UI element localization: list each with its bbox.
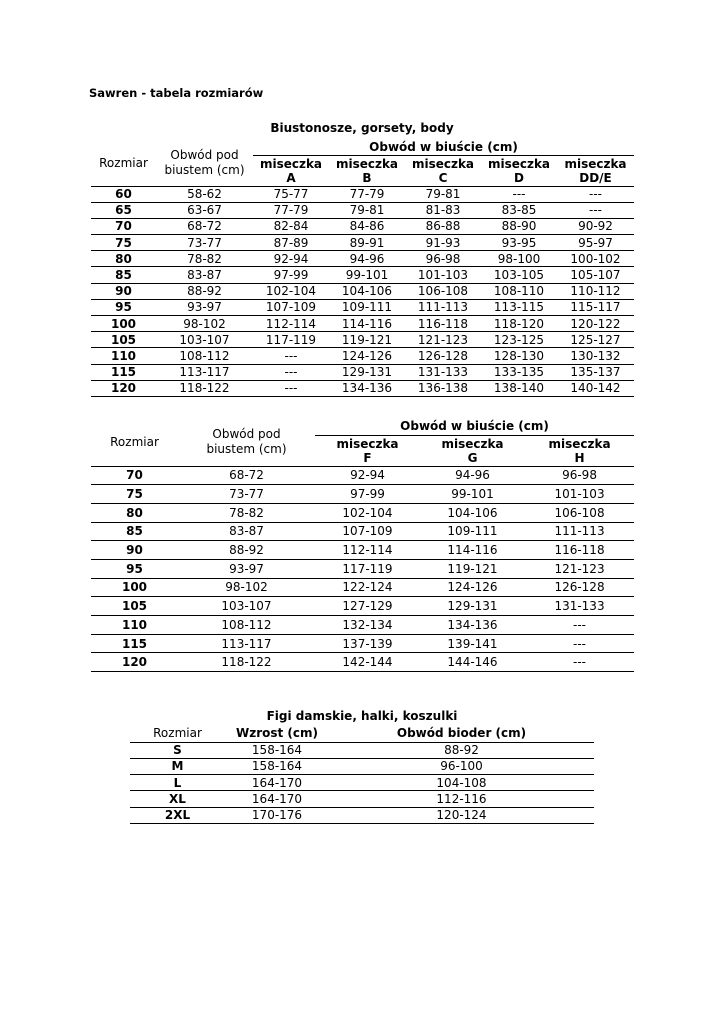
size-cell: 100 [91, 316, 156, 332]
value-cell: 79-81 [329, 202, 405, 218]
value-cell: 98-100 [481, 251, 557, 267]
cup-header: miseczka D [487, 156, 551, 185]
value-cell: 158-164 [225, 742, 329, 758]
cup-header: miseczka C [411, 156, 475, 185]
value-cell: 170-176 [225, 807, 329, 823]
value-cell: 120-122 [557, 316, 634, 332]
value-cell: 108-112 [178, 616, 315, 635]
underbust-header: Obwód pod biustem (cm) [164, 147, 245, 177]
table-row [91, 634, 634, 653]
value-cell: --- [525, 653, 634, 672]
value-cell: 108-110 [481, 283, 557, 299]
value-cell: 88-90 [481, 218, 557, 234]
table-row [91, 578, 634, 597]
value-cell: 114-116 [329, 316, 405, 332]
value-cell: 124-126 [420, 578, 525, 597]
size-cell: M [130, 758, 225, 774]
value-cell: 109-111 [420, 522, 525, 541]
table-row [91, 316, 634, 332]
size-cell: 75 [91, 485, 178, 504]
table-row [91, 332, 634, 348]
value-cell: 113-117 [156, 364, 253, 380]
value-cell: 113-117 [178, 634, 315, 653]
value-cell: 83-85 [481, 202, 557, 218]
value-cell: 81-83 [405, 202, 481, 218]
value-cell: 112-114 [253, 316, 329, 332]
value-cell: 138-140 [481, 380, 557, 396]
size-cell: S [130, 742, 225, 758]
value-cell: 103-107 [156, 332, 253, 348]
value-cell: 111-113 [405, 299, 481, 315]
bust-group-header: Obwód w biuście (cm) [253, 140, 634, 155]
value-cell: 121-123 [525, 559, 634, 578]
table-row [91, 380, 634, 396]
value-cell: 134-136 [329, 380, 405, 396]
value-cell: 97-99 [253, 267, 329, 283]
value-cell: 89-91 [329, 235, 405, 251]
value-cell: 101-103 [525, 485, 634, 504]
table-row [91, 235, 634, 251]
value-cell: 101-103 [405, 267, 481, 283]
value-cell: 109-111 [329, 299, 405, 315]
value-cell: 102-104 [253, 283, 329, 299]
size-cell: 85 [91, 522, 178, 541]
table-row [130, 791, 594, 807]
bra-size-table-large-cups [91, 418, 634, 672]
value-cell: 92-94 [253, 251, 329, 267]
value-cell: 86-88 [405, 218, 481, 234]
value-cell: 117-119 [315, 559, 420, 578]
size-cell: 80 [91, 503, 178, 522]
value-cell: 112-116 [329, 791, 594, 807]
value-cell: 96-98 [525, 466, 634, 485]
value-cell: --- [557, 186, 634, 202]
value-cell: 104-108 [329, 775, 594, 791]
table-row [130, 758, 594, 774]
size-header: Rozmiar [99, 155, 148, 170]
value-cell: 134-136 [420, 616, 525, 635]
table1-title: Biustonosze, gorsety, body [270, 121, 454, 135]
value-cell: 116-118 [405, 316, 481, 332]
table-row [91, 597, 634, 616]
value-cell: 84-86 [329, 218, 405, 234]
table-row [91, 299, 634, 315]
value-cell: 98-102 [156, 316, 253, 332]
value-cell: 113-115 [481, 299, 557, 315]
value-cell: 99-101 [420, 485, 525, 504]
value-cell: 92-94 [315, 466, 420, 485]
value-cell: 105-107 [557, 267, 634, 283]
value-cell: --- [253, 348, 329, 364]
value-cell: 78-82 [178, 503, 315, 522]
value-cell: 164-170 [225, 791, 329, 807]
size-cell: 105 [91, 332, 156, 348]
value-cell: --- [253, 364, 329, 380]
value-cell: 126-128 [405, 348, 481, 364]
value-cell: 116-118 [525, 541, 634, 560]
size-cell: 90 [91, 283, 156, 299]
table-row [91, 348, 634, 364]
value-cell: --- [481, 186, 557, 202]
value-cell: 117-119 [253, 332, 329, 348]
value-cell: 137-139 [315, 634, 420, 653]
value-cell: 107-109 [253, 299, 329, 315]
value-cell: 119-121 [420, 559, 525, 578]
table-row [91, 186, 634, 202]
document-title: Sawren - tabela rozmiarów [89, 86, 264, 100]
value-cell: 98-102 [178, 578, 315, 597]
size-cell: 110 [91, 348, 156, 364]
table-row [91, 267, 634, 283]
value-cell: 75-77 [253, 186, 329, 202]
value-cell: 114-116 [420, 541, 525, 560]
value-cell: 87-89 [253, 235, 329, 251]
size-header: Rozmiar [110, 434, 159, 449]
size-cell: 60 [91, 186, 156, 202]
cup-header: miseczka H [548, 436, 611, 465]
value-cell: 122-124 [315, 578, 420, 597]
size-cell: L [130, 775, 225, 791]
table-row [91, 653, 634, 672]
value-cell: 79-81 [405, 186, 481, 202]
value-cell: 115-117 [557, 299, 634, 315]
value-cell: 78-82 [156, 251, 253, 267]
size-cell: 90 [91, 541, 178, 560]
cup-header: miseczka DD/E [564, 156, 627, 185]
table-row [91, 251, 634, 267]
value-cell: 120-124 [329, 807, 594, 823]
bra-size-table [91, 140, 634, 397]
value-cell: 95-97 [557, 235, 634, 251]
value-cell: 77-79 [329, 186, 405, 202]
size-cell: 115 [91, 634, 178, 653]
value-cell: 88-92 [329, 742, 594, 758]
size-cell: 115 [91, 364, 156, 380]
value-cell: 123-125 [481, 332, 557, 348]
table-row [91, 364, 634, 380]
value-cell: 129-131 [420, 597, 525, 616]
cup-header: miseczka A [259, 156, 323, 185]
value-cell: 112-114 [315, 541, 420, 560]
value-cell: --- [525, 634, 634, 653]
value-cell: 88-92 [178, 541, 315, 560]
value-cell: 93-97 [178, 559, 315, 578]
cup-header: miseczka F [336, 436, 399, 465]
value-cell: 119-121 [329, 332, 405, 348]
underwear-size-table [130, 725, 594, 824]
size-cell: 75 [91, 235, 156, 251]
table-row [91, 202, 634, 218]
value-cell: 68-72 [156, 218, 253, 234]
value-cell: 97-99 [315, 485, 420, 504]
value-cell: 83-87 [178, 522, 315, 541]
value-cell: 104-106 [420, 503, 525, 522]
value-cell: 158-164 [225, 758, 329, 774]
value-cell: 94-96 [329, 251, 405, 267]
size-cell: 100 [91, 578, 178, 597]
value-cell: 103-107 [178, 597, 315, 616]
table-row [91, 218, 634, 234]
size-cell: 95 [91, 299, 156, 315]
value-cell: 103-105 [481, 267, 557, 283]
size-cell: 120 [91, 653, 178, 672]
size-cell: 110 [91, 616, 178, 635]
value-cell: 128-130 [481, 348, 557, 364]
value-cell: 164-170 [225, 775, 329, 791]
value-cell: 82-84 [253, 218, 329, 234]
table-row [91, 503, 634, 522]
value-cell: 124-126 [329, 348, 405, 364]
table-row [91, 541, 634, 560]
value-cell: 133-135 [481, 364, 557, 380]
size-cell: 120 [91, 380, 156, 396]
value-cell: 58-62 [156, 186, 253, 202]
size-cell: 2XL [130, 807, 225, 823]
table-row [91, 283, 634, 299]
value-cell: 136-138 [405, 380, 481, 396]
value-cell: 102-104 [315, 503, 420, 522]
table-row [91, 485, 634, 504]
value-cell: 99-101 [329, 267, 405, 283]
table-row [130, 742, 594, 758]
value-cell: 63-67 [156, 202, 253, 218]
size-cell: XL [130, 791, 225, 807]
value-cell: 118-120 [481, 316, 557, 332]
value-cell: 107-109 [315, 522, 420, 541]
cup-header: miseczka G [441, 436, 504, 465]
value-cell: 93-97 [156, 299, 253, 315]
value-cell: --- [557, 202, 634, 218]
cup-header: miseczka B [335, 156, 399, 185]
value-cell: 130-132 [557, 348, 634, 364]
table-row [130, 807, 594, 823]
size-cell: 95 [91, 559, 178, 578]
value-cell: 77-79 [253, 202, 329, 218]
hips-header: Obwód bioder (cm) [329, 725, 594, 742]
size-cell: 85 [91, 267, 156, 283]
value-cell: 139-141 [420, 634, 525, 653]
height-header: Wzrost (cm) [225, 725, 329, 742]
table-row [130, 775, 594, 791]
underbust-header: Obwód pod biustem (cm) [206, 426, 287, 456]
value-cell: 131-133 [405, 364, 481, 380]
value-cell: 140-142 [557, 380, 634, 396]
value-cell: 83-87 [156, 267, 253, 283]
table-row [91, 559, 634, 578]
table3-title: Figi damskie, halki, koszulki [266, 709, 458, 723]
value-cell: 132-134 [315, 616, 420, 635]
value-cell: 96-100 [329, 758, 594, 774]
table-row [91, 616, 634, 635]
value-cell: 125-127 [557, 332, 634, 348]
value-cell: 90-92 [557, 218, 634, 234]
value-cell: 142-144 [315, 653, 420, 672]
value-cell: --- [253, 380, 329, 396]
value-cell: 88-92 [156, 283, 253, 299]
value-cell: 91-93 [405, 235, 481, 251]
value-cell: 96-98 [405, 251, 481, 267]
value-cell: 131-133 [525, 597, 634, 616]
size-cell: 65 [91, 202, 156, 218]
value-cell: 94-96 [420, 466, 525, 485]
value-cell: 111-113 [525, 522, 634, 541]
value-cell: 127-129 [315, 597, 420, 616]
size-cell: 80 [91, 251, 156, 267]
value-cell: 106-108 [525, 503, 634, 522]
value-cell: 73-77 [156, 235, 253, 251]
value-cell: 121-123 [405, 332, 481, 348]
value-cell: 100-102 [557, 251, 634, 267]
value-cell: 144-146 [420, 653, 525, 672]
value-cell: 93-95 [481, 235, 557, 251]
value-cell: 126-128 [525, 578, 634, 597]
value-cell: --- [525, 616, 634, 635]
value-cell: 135-137 [557, 364, 634, 380]
bust-group-header: Obwód w biuście (cm) [315, 418, 634, 435]
value-cell: 106-108 [405, 283, 481, 299]
size-cell: 105 [91, 597, 178, 616]
value-cell: 110-112 [557, 283, 634, 299]
table-row [91, 522, 634, 541]
value-cell: 118-122 [156, 380, 253, 396]
value-cell: 104-106 [329, 283, 405, 299]
value-cell: 73-77 [178, 485, 315, 504]
value-cell: 108-112 [156, 348, 253, 364]
table-row [91, 466, 634, 485]
value-cell: 118-122 [178, 653, 315, 672]
size-cell: 70 [91, 218, 156, 234]
size-cell: 70 [91, 466, 178, 485]
value-cell: 68-72 [178, 466, 315, 485]
size-header: Rozmiar [130, 725, 225, 742]
value-cell: 129-131 [329, 364, 405, 380]
